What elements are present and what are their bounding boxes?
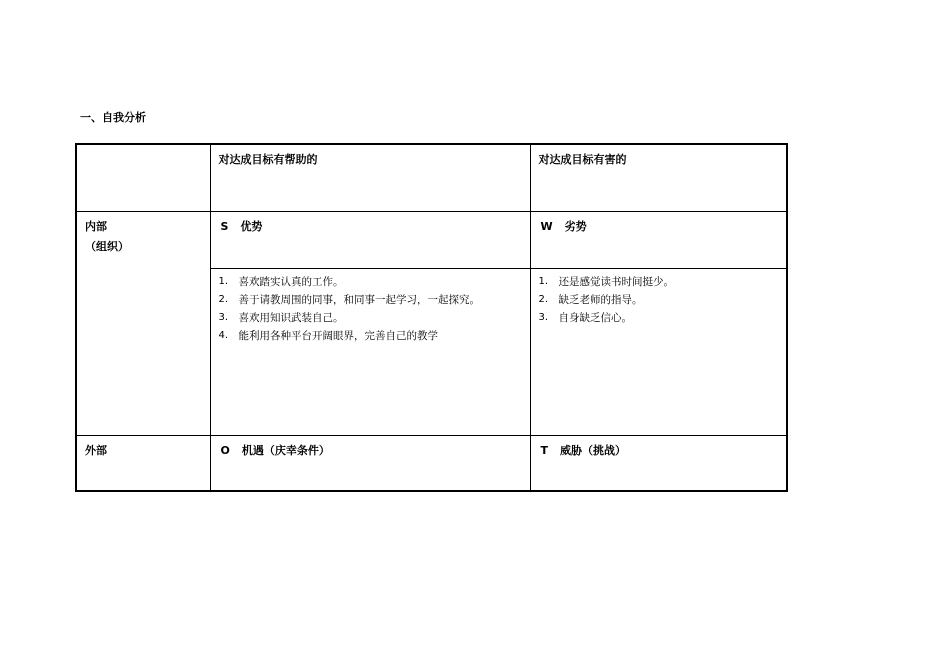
opportunities-title: 机遇（庆幸条件）: [241, 443, 330, 457]
external-label: 外部: [85, 443, 107, 457]
list-text: 善于请教周围的同事，和同事一起学习，一起探究。: [238, 293, 480, 306]
strengths-title-cell: [210, 211, 530, 268]
weaknesses-title: 劣势: [564, 219, 587, 233]
weakness-item: [539, 273, 779, 291]
strength-item: [219, 273, 522, 291]
list-text: 还是感觉读书时间挺少。: [558, 275, 674, 288]
internal-title-row: [76, 211, 787, 268]
strength-item: [219, 291, 522, 309]
list-text: 缺乏老师的指导。: [558, 293, 643, 306]
weaknesses-list: [530, 268, 787, 435]
weakness-item: [539, 291, 779, 309]
threats-cell: [530, 435, 787, 491]
strength-item: [219, 327, 522, 345]
strength-item: [219, 309, 522, 327]
list-number: 1.: [538, 275, 549, 287]
internal-label: 内部: [85, 219, 107, 233]
weaknesses-letter: W: [540, 219, 553, 233]
list-number: 3.: [218, 311, 229, 323]
list-text: 能利用各种平台开阔眼界，完善自己的教学: [238, 329, 438, 342]
harmful-header: 对达成目标有害的: [530, 144, 787, 211]
list-text: 自身缺乏信心。: [558, 311, 632, 324]
list-text: 喜欢用知识武装自己。: [238, 311, 344, 324]
opportunities-letter: O: [220, 443, 230, 457]
external-row: [76, 435, 787, 491]
corner-cell: [76, 144, 210, 211]
strengths-list: [210, 268, 530, 435]
internal-label-cell: [76, 211, 210, 435]
strengths-letter: S: [220, 219, 229, 233]
weaknesses-title-cell: [530, 211, 787, 268]
section-heading: 一、自我分析: [80, 111, 146, 124]
threats-letter: T: [540, 443, 549, 457]
list-number: 2.: [218, 293, 229, 305]
internal-sublabel: （组织）: [85, 239, 129, 253]
list-number: 4.: [218, 329, 229, 341]
list-number: 1.: [218, 275, 229, 287]
swot-table: [75, 143, 788, 492]
list-number: 3.: [538, 311, 549, 323]
helpful-header: 对达成目标有帮助的: [210, 144, 530, 211]
external-label-cell: [76, 435, 210, 491]
list-text: 喜欢踏实认真的工作。: [238, 275, 344, 288]
list-number: 2.: [538, 293, 549, 305]
threats-title: 威胁（挑战）: [560, 443, 627, 457]
opportunities-cell: [210, 435, 530, 491]
weakness-item: [539, 309, 779, 327]
strengths-title: 优势: [240, 219, 263, 233]
swot-header-row: [76, 144, 787, 211]
